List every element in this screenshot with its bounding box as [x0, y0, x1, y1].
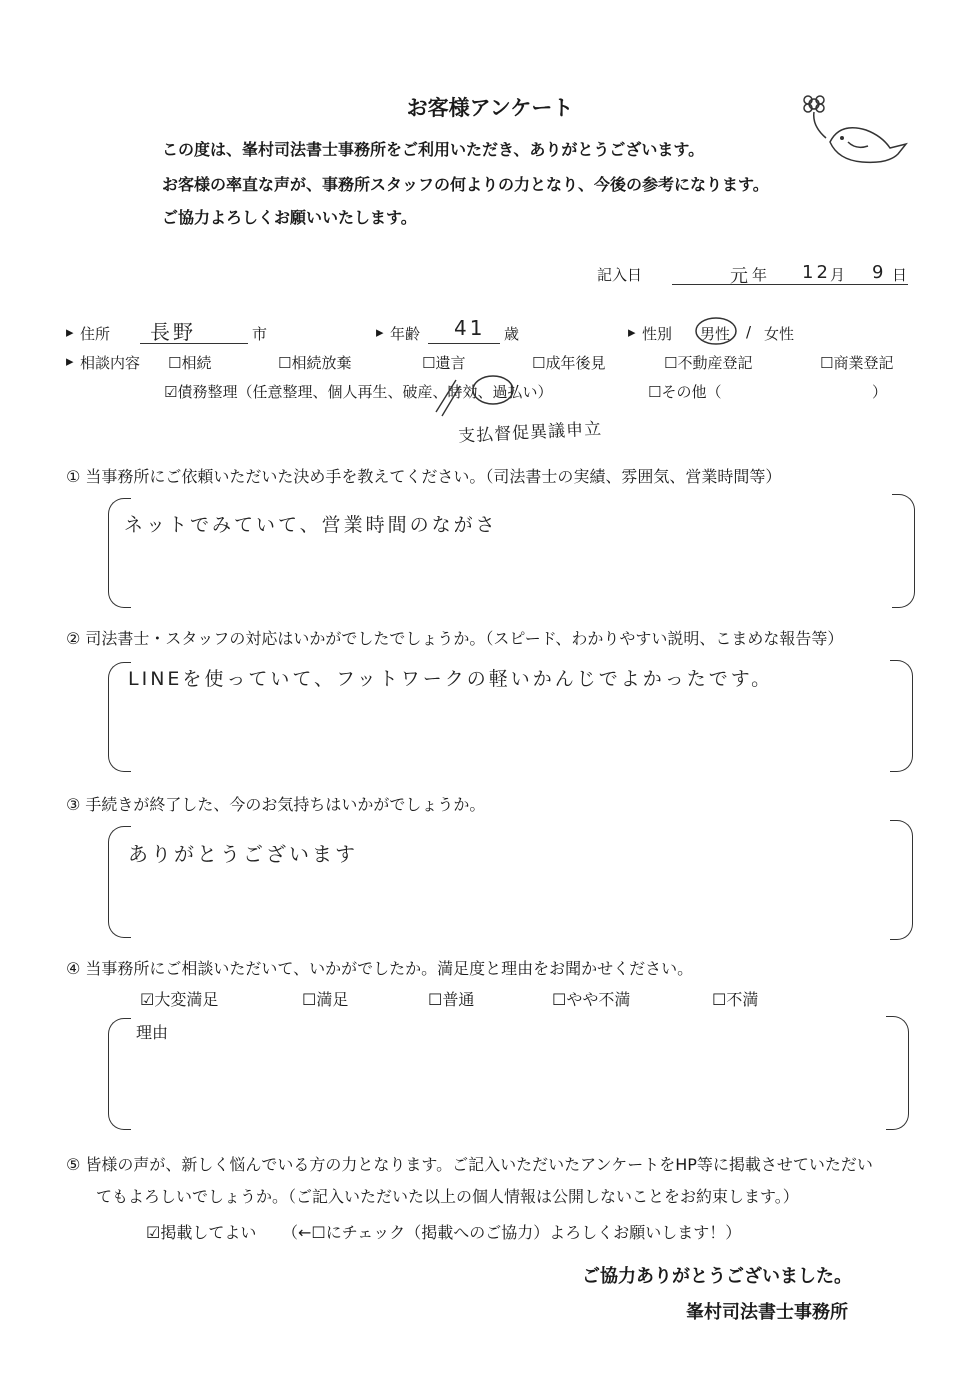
age-underline	[428, 343, 500, 344]
satisfaction-satisfied: ☐満足	[302, 990, 349, 1009]
bird-flower-icon	[796, 92, 916, 172]
age-label: 年齢	[390, 325, 421, 343]
jikou-circle-mark	[468, 372, 522, 408]
reason-label: 理由	[136, 1023, 169, 1042]
gender-bullet: ▸	[628, 323, 636, 341]
satisfaction-unsatisfied: ☐不満	[712, 990, 759, 1009]
gender-female: 女性	[764, 325, 795, 343]
gender-male-circle-mark	[692, 314, 740, 348]
answer-3-bracket-right	[890, 820, 913, 940]
question-5-line-2: てもよろしいでしょうか。（ご記入いただいた以上の個人情報は公開しないことをお約束します。）	[96, 1187, 799, 1206]
question-5-line-1: ⑤ 皆様の声が、新しく悩んでいる方の力となります。ご記入いただいたアンケートをHP等に掲載させていただい	[66, 1155, 873, 1174]
reason-bracket-left	[108, 1018, 131, 1130]
consult-option-real-estate: ☐不動産登記	[664, 354, 753, 372]
date-year-unit: 年	[752, 266, 768, 284]
consult-option-will: ☐遺言	[422, 354, 466, 372]
footer-thanks: ご協力ありがとうございました。	[582, 1266, 852, 1287]
footer-office-name: 峯村司法書士事務所	[686, 1302, 848, 1323]
answer-3: ありがとうございます	[128, 842, 358, 866]
handwritten-strokes	[430, 372, 464, 422]
date-day: 9	[872, 262, 887, 283]
consult-bullet: ▸	[66, 352, 74, 370]
age-bullet: ▸	[376, 323, 384, 341]
gender-male: 男性	[700, 325, 731, 343]
gender-label: 性別	[642, 325, 673, 343]
date-underline	[672, 284, 908, 285]
question-4: ④ 当事務所にご相談いただいて、いかがでしたか。満足度と理由をお聞かせください。	[66, 959, 694, 978]
consult-option-guardianship: ☐成年後見	[532, 354, 606, 372]
intro-line-3: ご協力よろしくお願いいたします。	[162, 208, 417, 227]
age-unit: 歳	[504, 325, 520, 343]
date-label: 記入日	[597, 266, 643, 284]
consult-option-other: ☐その他（	[648, 383, 722, 401]
question-1: ① 当事務所にご依頼いただいた決め手を教えてください。（司法書士の実績、雰囲気、営業時間等）	[66, 467, 782, 486]
answer-2: LINEを使っていて、フットワークの軽いかんじでよかったです。	[128, 668, 774, 690]
handwritten-note: 支払督促異議申立	[457, 419, 603, 447]
consult-option-inheritance: ☐相続	[168, 354, 212, 372]
publish-consent-note: （←☐にチェック（掲載へのご協力）よろしくお願いします！）	[282, 1223, 742, 1242]
age-value: 41	[454, 316, 486, 340]
consult-option-commercial: ☐商業登記	[820, 354, 894, 372]
date-month-unit: 月	[830, 266, 846, 284]
answer-1-bracket-right	[892, 494, 915, 608]
answer-2-bracket-right	[890, 660, 913, 772]
consult-option-renunciation: ☐相続放棄	[278, 354, 352, 372]
address-value: 長野	[150, 320, 196, 344]
question-2: ② 司法書士・スタッフの対応はいかがでしたでしょうか。（スピード、わかりやすい説明、こまめな報告等）	[66, 629, 844, 648]
satisfaction-somewhat-unsatisfied: ☐やや不満	[552, 990, 631, 1009]
intro-line-1: この度は、峯村司法書士事務所をご利用いただき、ありがとうございます。	[162, 140, 705, 159]
consult-other-close: ）	[872, 383, 888, 401]
address-label: 住所	[80, 325, 111, 343]
question-3: ③ 手続きが終了した、今のお気持ちはいかがでしょうか。	[66, 795, 486, 814]
answer-1: ネットでみていて、営業時間のながさ	[124, 514, 498, 536]
intro-line-2: お客様の率直な声が、事務所スタッフの何よりの力となり、今後の参考になります。	[162, 175, 769, 194]
publish-consent: ☑掲載してよい	[146, 1223, 257, 1242]
date-day-unit: 日	[892, 266, 908, 284]
consult-label: 相談内容	[80, 354, 141, 372]
date-era: 元	[730, 266, 751, 287]
reason-bracket-right	[886, 1016, 909, 1130]
page-title: お客様アンケート	[406, 96, 574, 120]
consult-option-debt: ☑債務整理（任意整理、個人再生、破産、時効、過払い）	[164, 383, 553, 401]
address-unit: 市	[252, 325, 268, 343]
satisfaction-neutral: ☐普通	[428, 990, 475, 1009]
date-month: 12	[802, 262, 831, 283]
address-bullet: ▸	[66, 323, 74, 341]
gender-separator: /	[746, 323, 752, 341]
satisfaction-very-satisfied: ☑大変満足	[140, 990, 219, 1009]
